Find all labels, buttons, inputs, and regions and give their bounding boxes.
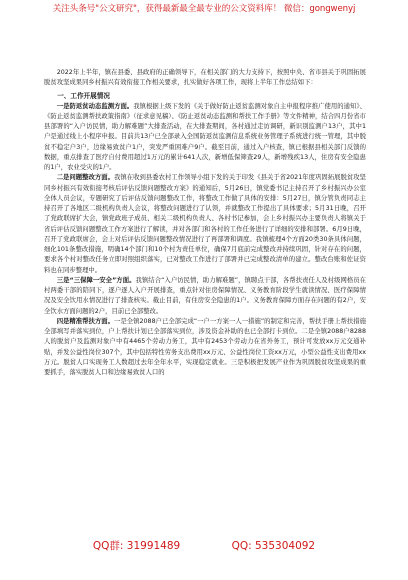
section-text: 一是全镇2088户已全部完成“一户一方案一人一措施”的制定和完善，帮扶手册上帮扶措施全部填写并落实到位，户上帮扶计划已全部落实到位，涉及资金补助的也已全部打卡到位。二是全镇2088户8288人的脱贫户及监测对象户中有4465个劳动力务工，其中有2453个劳动力在省外务工，预计可发放xx万元交通补贴，并发公益性岗位307个，其中包括特性劳务支出费用xx万元、公益性岗位工资xx万元，小型公益性支出费用xx万元。脱贫人口实现务工人数超过去年全年水平，实现稳定就业。三是积极把发展产业作为巩固脱贫攻坚成果的重要抓手，落实脱贫人口和边缘易致贫人口的 — [44, 317, 366, 376]
qq-number-label: QQ: 535304092 — [231, 540, 316, 552]
section-guarantee — [44, 276, 366, 317]
section-lead: 一是防返贫动态监测方面。 — [56, 102, 134, 110]
section-text: 我镇结合“入户访民情，助力解难题”，镇聘点干部，各帮扶责任人及村级网格员在村两委干部的陪同下，逐户逐人入户开展排查，重点针对住房保障情况、义务教育阶段学生就读情况、医疗保障情况及安全饮用水情况进行了排查核实。截止目前，有住房安全隐患的1户。义务教育保障方面存在问题的有2户，安全饮水方面问题的2户，目前已全部整改。 — [44, 276, 367, 315]
section-text: 我镇在收到县委农村工作领导小组下发的关于印发《县关于省2021年度巩固拓展脱贫攻坚同乡村振兴有效衔接考核后评估反馈问题整改方案》的通知后，5月26日，镇党委书记主持召开了乡村振兴办公室全体人员会议，专题研究了后评估反馈问题整改工作，将整改工作做了具体的安排：5月27日，镇分管负责同志主持召开了各地区二级机构负责人会议，将整改问题进行了认领，并就整改工作提出了具体要求；5月31日晚，召开了党政联席扩大会，镇党政班子成员、相关二级机构负责人、各村书记参加，会上乡村振兴办主要负责人将镇关于省后评估反馈问题整改工作方案进行了解读，并对各部门和各村的工作任务进行了详细的安排和部署。6月9日晚，召开了党政联席会，会上对后评估反馈问题整改情况进行了再部署和调度。我镇梳理4个方面20类30条具体问题，细化101条整改措施，明确14个部门和10个村为责任单位，确保7月底前完成整改并持续巩固，针对存在的问题，要求各个村对整改任务立即对照组织落实，已对整改工作进行了部署并已完成整改清单的建立。整改台账和佐证资料也在同步整理中。 — [44, 174, 366, 274]
qq-group-label: QQ群: 31991489 — [92, 540, 181, 552]
section-monitoring — [44, 102, 366, 174]
section-precision-aid — [44, 317, 366, 379]
section-rectification — [44, 173, 366, 276]
section-heading: 一、工作开展情况 — [57, 91, 110, 100]
section-lead: 三是“三保障一安全”方面。 — [56, 276, 136, 284]
intro-paragraph: 2022年上半年，镇在县委、县政府的正确领导下，在相关部门的大力支持下，按照中央、省市县关于巩固拓展脱贫攻坚成果同乡村振兴有效衔接工作相关要求，扎实做好各项工作，现将上半年工作总结如下： — [44, 69, 366, 87]
promo-banner: 关注头条号"公文研究"，获得最新最全最专业的公文资料库！ 微信：gongwenyj — [52, 4, 356, 14]
section-text: 我镇根据上级下发的《关于做好防止返贫监测对象自主申报程序推广使用的通知》、《防止返贫监测帮扶政策指南》（征求意见稿）、《防止返贫动态监测和帮扶工作手册》等文件精神，结合四月份省市县部署的“入户访民情，助力解难题”大排查活动，在大排查期间，各村通过走访调研，新识别监测户13户，其中1户是通过线上小程序申报。目前共13户已全部录入全国防返贫监测信息系统业务管理子系统进行统一管理，其中脱贫不稳定户3户，边缘易致贫户1户，突发严重困难户9户。截至目前，通过入户核查，镇已根据县相关部门反馈的数据，重点排查了医疗自付费用超过1万元的累计641人次，新增低保筛查29人，新增残疾13人，住房有安全隐患的1户，农业受灾的1户。 — [44, 102, 366, 171]
section-lead: 二是问题整改方面。 — [56, 174, 115, 182]
document-body — [44, 68, 366, 378]
section-lead: 四是精准帮扶方面。 — [56, 317, 114, 325]
contact-footer — [0, 538, 408, 553]
